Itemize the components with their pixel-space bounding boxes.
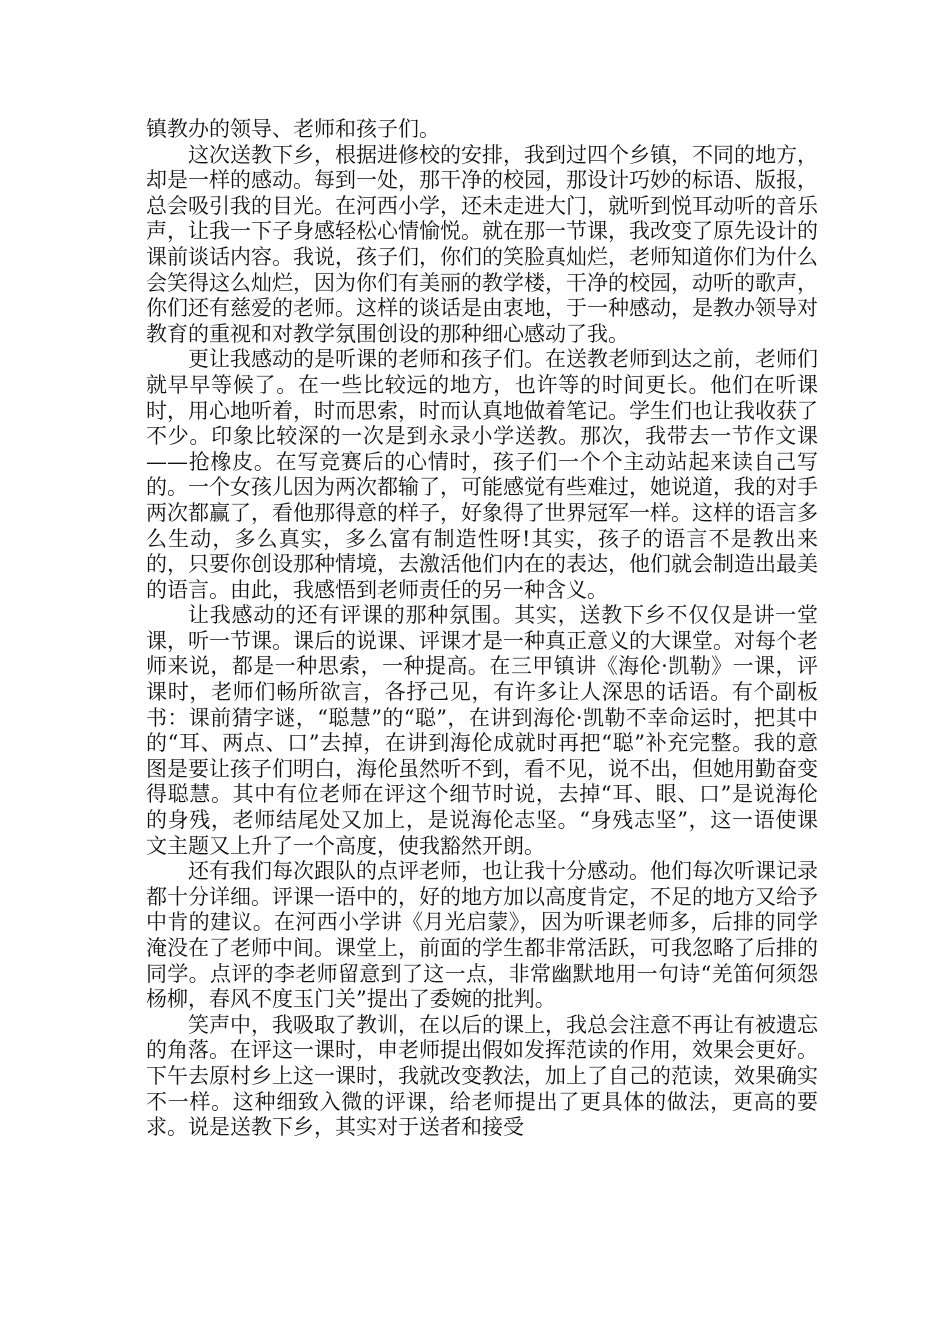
paragraph-2: 这次送教下乡，根据进修校的安排，我到过四个乡镇，不同的地方，却是一样的感动。每到一处，那干净的校园，那设计巧妙的标语、版报，总会吸引我的目光。在河西小学，还未走进大门，就听到悦耳动听的音乐声，让我一下子身感轻松心情愉悦。就在那一节课，我改变了原先设计的课前谈话内容。我说，孩子们，你们的笑脸真灿烂，老师知道你们为什么会笑得这么灿烂，因为你们有美丽的教学楼，干净的校园，动听的歌声，你们还有慈爱的老师。这样的谈话是由衷地，于一种感动，是教办领导对教育的重视和对教学氛围创设的那种细心感动了我。 [146, 142, 818, 346]
paragraph-6: 笑声中，我吸取了教训，在以后的课上，我总会注意不再让有被遗忘的角落。在评这一课时，申老师提出假如发挥范读的作用，效果会更好。下午去原村乡上这一课时，我就改变教法，加上了自己的范读，效果确实不一样。这种细致入微的评课，给老师提出了更具体的做法，更高的要求。说是送教下乡，其实对于送者和接受 [146, 1012, 818, 1140]
document-body [146, 117, 818, 1141]
paragraph-3: 更让我感动的是听课的老师和孩子们。在送教老师到达之前，老师们就早早等候了。在一些比较远的地方，也许等的时间更长。他们在听课时，用心地听着，时而思索，时而认真地做着笔记。学生们也让我收获了不少。印象比较深的一次是到永录小学送教。那次，我带去一节作文课——抢橡皮。在写竞赛后的心情时，孩子们一个个主动站起来读自己写的。一个女孩儿因为两次都输了，可能感觉有些难过，她说道，我的对手两次都赢了，看他那得意的样子，好象得了世界冠军一样。这样的语言多么生动，多么真实，多么富有制造性呀!其实，孩子的语言不是教出来的，只要你创设那种情境，去激活他们内在的表达，他们就会制造出最美的语言。由此，我感悟到老师责任的另一种含义。 [146, 347, 818, 602]
paragraph-5: 还有我们每次跟队的点评老师，也让我十分感动。他们每次听课记录都十分详细。评课一语中的，好的地方加以高度肯定，不足的地方又给予中肯的建议。在河西小学讲《月光启蒙》，因为听课老师多，后排的同学淹没在了老师中间。课堂上，前面的学生都非常活跃，可我忽略了后排的同学。点评的李老师留意到了这一点，非常幽默地用一句诗“羌笛何须怨杨柳，春风不度玉门关”提出了委婉的批判。 [146, 859, 818, 1012]
paragraph-4: 让我感动的还有评课的那种氛围。其实，送教下乡不仅仅是讲一堂课，听一节课。课后的说课、评课才是一种真正意义的大课堂。对每个老师来说，都是一种思索，一种提高。在三甲镇讲《海伦·凯勒》一课，评课时，老师们畅所欲言，各抒己见，有许多让人深思的话语。有个副板书：课前猜字谜，“聪慧”的“聪”，在讲到海伦·凯勒不幸命运时，把其中的“耳、两点、口”去掉，在讲到海伦成就时再把“聪”补充完整。我的意图是要让孩子们明白，海伦虽然听不到，看不见，说不出，但她用勤奋变得聪慧。其中有位老师在评这个细节时说，去掉“耳、眼、口”是说海伦的身残，老师结尾处又加上，是说海伦志坚。“身残志坚”，这一语使课文主题又上升了一个高度，使我豁然开朗。 [146, 603, 818, 858]
paragraph-1: 镇教办的领导、老师和孩子们。 [146, 117, 440, 141]
